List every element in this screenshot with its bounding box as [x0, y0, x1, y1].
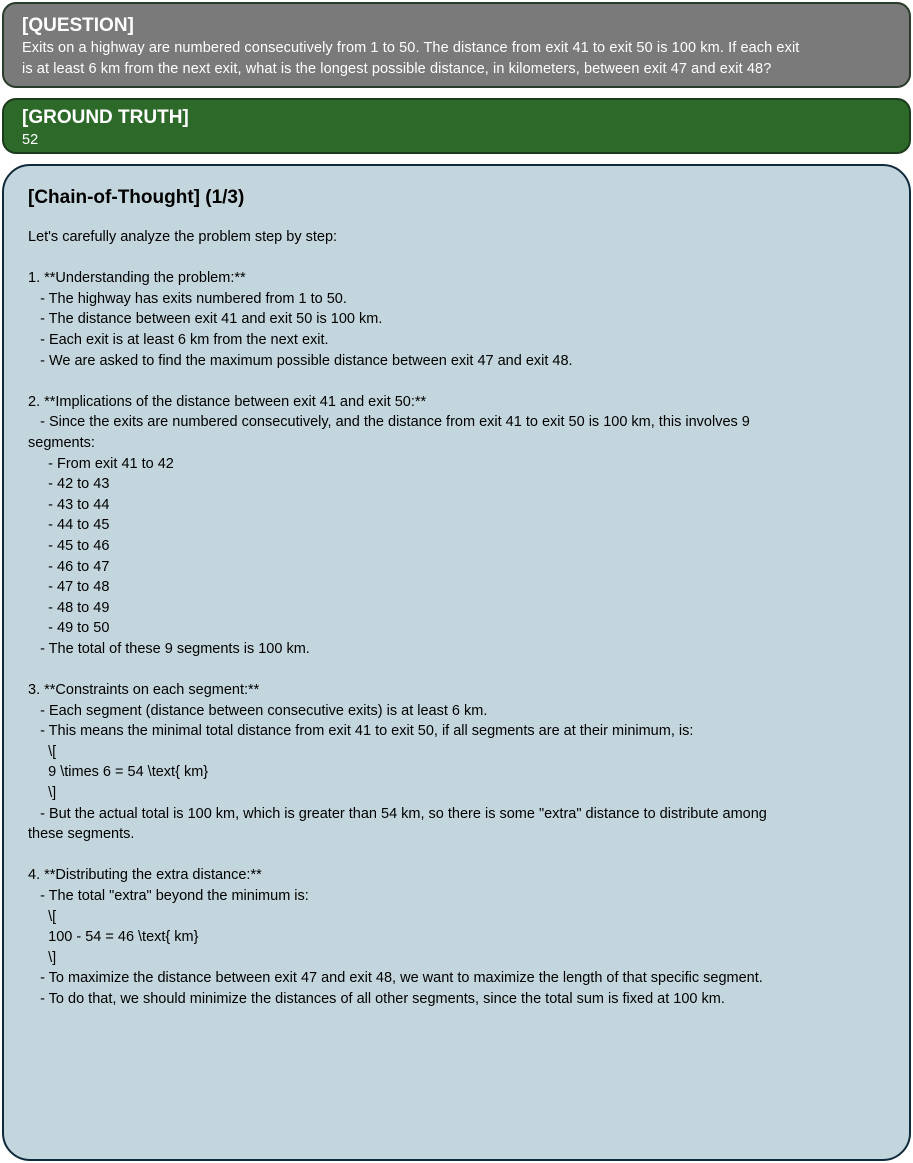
- cot-line: - To do that, we should minimize the distances of all other segments, since the total sum is fixed at 100 km.: [28, 990, 725, 1007]
- cot-line: - 46 to 47: [28, 558, 110, 575]
- ground-truth-header: [GROUND TRUTH]: [22, 107, 189, 128]
- cot-line: these segments.: [28, 826, 135, 843]
- ground-truth-value: 52: [22, 132, 39, 148]
- cot-line: [28, 371, 891, 392]
- chain-of-thought-title: [Chain-of-Thought] (1/3): [28, 187, 245, 208]
- cot-line: 2. **Implications of the distance between exit 41 and exit 50:**: [28, 393, 427, 410]
- cot-line: 4. **Distributing the extra distance:**: [28, 867, 262, 884]
- cot-line: - The total "extra" beyond the minimum is:: [28, 888, 309, 904]
- cot-line: \]: [28, 949, 57, 966]
- cot-line: [28, 248, 891, 269]
- cot-line: - Since the exits are numbered consecutively, and the distance from exit 41 to exit 50 is 100 km, this involves 9: [28, 414, 750, 431]
- question-header: [QUESTION]: [22, 15, 134, 36]
- question-panel: [2, 2, 911, 88]
- question-text-line-1: Exits on a highway are numbered consecutively from 1 to 50. The distance from exit 41 to exit 50 is 100 km. If each exit: [22, 40, 800, 56]
- cot-line: 3. **Constraints on each segment:**: [28, 682, 260, 699]
- cot-line: \[: [28, 908, 57, 925]
- cot-line: - 49 to 50: [28, 620, 110, 637]
- chain-of-thought-body: [28, 227, 891, 1010]
- cot-line: - But the actual total is 100 km, which is greater than 54 km, so there is some "extra" distance to distribute among: [28, 805, 767, 822]
- cot-line: 100 - 54 = 46 \text{ km}: [28, 929, 199, 946]
- chain-of-thought-panel: [2, 164, 911, 1161]
- cot-line: - 43 to 44: [28, 496, 110, 513]
- question-text-line-2: is at least 6 km from the next exit, what is the longest possible distance, in kilometers, between exit 47 and exit 48?: [22, 61, 772, 77]
- cot-line: - 48 to 49: [28, 599, 110, 616]
- cot-line: - We are asked to find the maximum possible distance between exit 47 and exit 48.: [28, 352, 573, 369]
- cot-line: - Each segment (distance between consecutive exits) is at least 6 km.: [28, 702, 488, 719]
- cot-line: \[: [28, 743, 57, 760]
- cot-line: - The distance between exit 41 and exit 50 is 100 km.: [28, 311, 383, 328]
- cot-line: 9 \times 6 = 54 \text{ km}: [28, 764, 209, 781]
- cot-line: \]: [28, 785, 57, 802]
- cot-line: 1. **Understanding the problem:**: [28, 270, 246, 287]
- cot-line: - The highway has exits numbered from 1 to 50.: [28, 290, 347, 307]
- cot-line: - From exit 41 to 42: [28, 455, 174, 472]
- cot-line: - 44 to 45: [28, 517, 110, 534]
- cot-line: - 42 to 43: [28, 476, 110, 493]
- cot-line: - To maximize the distance between exit 47 and exit 48, we want to maximize the length of that specific segment.: [28, 970, 763, 987]
- cot-line: Let's carefully analyze the problem step by step:: [28, 229, 338, 245]
- cot-line: - This means the minimal total distance from exit 41 to exit 50, if all segments are at their minimum, is:: [28, 723, 694, 740]
- cot-line: segments:: [28, 434, 95, 451]
- cot-line: - Each exit is at least 6 km from the next exit.: [28, 331, 329, 348]
- cot-line: [28, 659, 891, 680]
- cot-line: - The total of these 9 segments is 100 km.: [28, 640, 310, 657]
- cot-line: [28, 845, 891, 866]
- ground-truth-panel: [2, 98, 911, 154]
- cot-line: - 45 to 46: [28, 537, 110, 554]
- cot-line: - 47 to 48: [28, 579, 110, 596]
